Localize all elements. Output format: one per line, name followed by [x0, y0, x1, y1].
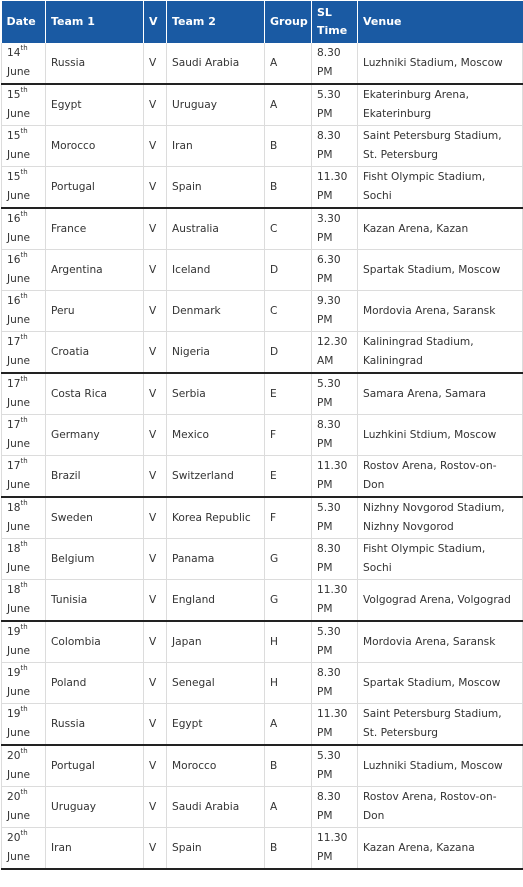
team1-cell: Morocco — [46, 126, 144, 167]
date-ordinal-suffix: th — [20, 788, 28, 797]
header-date: Date — [2, 1, 46, 43]
table-body — [2, 43, 523, 869]
table-row — [2, 704, 523, 746]
versus-cell: V — [144, 787, 167, 828]
date-month: June — [7, 769, 31, 781]
date-ordinal-suffix: th — [20, 127, 28, 136]
venue-cell: Kaliningrad Stadium, Kaliningrad — [358, 332, 523, 374]
venue-cell: Mordovia Arena, Saransk — [358, 621, 523, 663]
sl-time-cell: 8.30 PM — [312, 787, 358, 828]
date-ordinal-suffix: th — [20, 210, 28, 219]
date-day: 15 — [7, 130, 21, 142]
header-versus: V — [144, 1, 167, 43]
date-month: June — [7, 686, 31, 698]
team2-cell: Saudi Arabia — [167, 787, 265, 828]
table-row — [2, 415, 523, 456]
group-cell: E — [265, 456, 312, 498]
date-day: 16 — [7, 254, 21, 266]
group-cell: B — [265, 828, 312, 870]
date-day: 17 — [7, 419, 21, 431]
group-cell: D — [265, 332, 312, 374]
date-day: 19 — [7, 626, 21, 638]
sl-time-cell: 9.30 PM — [312, 291, 358, 332]
group-cell: B — [265, 745, 312, 787]
table-row — [2, 663, 523, 704]
venue-cell: Kazan Arena, Kazana — [358, 828, 523, 870]
date-cell — [2, 745, 46, 787]
team1-cell: Portugal — [46, 167, 144, 209]
date-ordinal-suffix: th — [20, 86, 28, 95]
team2-cell: Saudi Arabia — [167, 43, 265, 84]
date-cell — [2, 250, 46, 291]
versus-cell: V — [144, 167, 167, 209]
date-day: 15 — [7, 171, 21, 183]
table-header — [2, 1, 523, 43]
venue-cell: Kazan Arena, Kazan — [358, 208, 523, 250]
table-row — [2, 580, 523, 622]
team1-cell: Colombia — [46, 621, 144, 663]
team1-cell: Peru — [46, 291, 144, 332]
venue-cell: Volgograd Arena, Volgograd — [358, 580, 523, 622]
sl-time-cell: 8.30 PM — [312, 415, 358, 456]
date-month: June — [7, 851, 31, 863]
date-day: 14 — [7, 47, 21, 59]
date-day: 16 — [7, 213, 21, 225]
versus-cell: V — [144, 745, 167, 787]
venue-cell: Rostov Arena, Rostov-on-Don — [358, 456, 523, 498]
team2-cell: Senegal — [167, 663, 265, 704]
date-day: 17 — [7, 460, 21, 472]
header-sl-time: SL Time — [312, 1, 358, 43]
date-day: 16 — [7, 295, 21, 307]
team2-cell: Denmark — [167, 291, 265, 332]
versus-cell: V — [144, 373, 167, 415]
table-row — [2, 456, 523, 498]
sl-time-cell: 5.30 PM — [312, 621, 358, 663]
date-cell — [2, 373, 46, 415]
table-row — [2, 539, 523, 580]
group-cell: C — [265, 291, 312, 332]
date-day: 18 — [7, 502, 21, 514]
venue-cell: Saint Petersburg Stadium, St. Petersburg — [358, 704, 523, 746]
table-row — [2, 332, 523, 374]
header-team1: Team 1 — [46, 1, 144, 43]
date-ordinal-suffix: th — [20, 747, 28, 756]
venue-cell: Saint Petersburg Stadium, St. Petersburg — [358, 126, 523, 167]
date-cell — [2, 291, 46, 332]
date-ordinal-suffix: th — [20, 581, 28, 590]
group-cell: C — [265, 208, 312, 250]
sl-time-cell: 6.30 PM — [312, 250, 358, 291]
date-day: 19 — [7, 708, 21, 720]
date-cell — [2, 621, 46, 663]
sl-time-cell: 5.30 PM — [312, 497, 358, 539]
date-month: June — [7, 438, 31, 450]
date-month: June — [7, 479, 31, 491]
date-month: June — [7, 562, 31, 574]
versus-cell: V — [144, 663, 167, 704]
date-ordinal-suffix: th — [20, 168, 28, 177]
versus-cell: V — [144, 704, 167, 746]
venue-cell: Ekaterinburg Arena, Ekaterinburg — [358, 84, 523, 126]
table-row — [2, 497, 523, 539]
team2-cell: England — [167, 580, 265, 622]
team2-cell: Nigeria — [167, 332, 265, 374]
date-ordinal-suffix: th — [20, 292, 28, 301]
date-day: 17 — [7, 378, 21, 390]
sl-time-cell: 11.30 PM — [312, 828, 358, 870]
team2-cell: Japan — [167, 621, 265, 663]
venue-cell: Luzhniki Stadium, Moscow — [358, 745, 523, 787]
date-day: 20 — [7, 750, 21, 762]
team2-cell: Spain — [167, 828, 265, 870]
team2-cell: Panama — [167, 539, 265, 580]
table-row — [2, 84, 523, 126]
date-ordinal-suffix: th — [20, 829, 28, 838]
table-row — [2, 828, 523, 870]
venue-cell: Spartak Stadium, Moscow — [358, 250, 523, 291]
date-month: June — [7, 355, 31, 367]
venue-cell: Fisht Olympic Stadium, Sochi — [358, 539, 523, 580]
date-month: June — [7, 810, 31, 822]
team2-cell: Iran — [167, 126, 265, 167]
table-row — [2, 208, 523, 250]
date-cell — [2, 43, 46, 84]
versus-cell: V — [144, 828, 167, 870]
team1-cell: Egypt — [46, 84, 144, 126]
date-ordinal-suffix: th — [20, 44, 28, 53]
group-cell: A — [265, 84, 312, 126]
group-cell: F — [265, 497, 312, 539]
date-month: June — [7, 397, 31, 409]
date-month: June — [7, 521, 31, 533]
date-cell — [2, 663, 46, 704]
sl-time-cell: 11.30 PM — [312, 704, 358, 746]
versus-cell: V — [144, 456, 167, 498]
date-cell — [2, 415, 46, 456]
team2-cell: Uruguay — [167, 84, 265, 126]
team1-cell: Sweden — [46, 497, 144, 539]
group-cell: A — [265, 43, 312, 84]
date-day: 20 — [7, 832, 21, 844]
group-cell: A — [265, 787, 312, 828]
date-day: 15 — [7, 89, 21, 101]
team1-cell: Brazil — [46, 456, 144, 498]
team2-cell: Australia — [167, 208, 265, 250]
group-cell: D — [265, 250, 312, 291]
venue-cell: Nizhny Novgorod Stadium, Nizhny Novgorod — [358, 497, 523, 539]
date-month: June — [7, 273, 31, 285]
sl-time-cell: 12.30 AM — [312, 332, 358, 374]
versus-cell: V — [144, 539, 167, 580]
team1-cell: Uruguay — [46, 787, 144, 828]
team1-cell: Portugal — [46, 745, 144, 787]
header-team2: Team 2 — [167, 1, 265, 43]
versus-cell: V — [144, 415, 167, 456]
sl-time-cell: 8.30 PM — [312, 43, 358, 84]
date-cell — [2, 497, 46, 539]
date-ordinal-suffix: th — [20, 251, 28, 260]
team1-cell: Belgium — [46, 539, 144, 580]
sl-time-cell: 8.30 PM — [312, 539, 358, 580]
team2-cell: Iceland — [167, 250, 265, 291]
date-cell — [2, 84, 46, 126]
date-cell — [2, 332, 46, 374]
venue-cell: Luzhkini Stdium, Moscow — [358, 415, 523, 456]
date-cell — [2, 580, 46, 622]
date-cell — [2, 828, 46, 870]
sl-time-cell: 8.30 PM — [312, 126, 358, 167]
team2-cell: Mexico — [167, 415, 265, 456]
header-venue: Venue — [358, 1, 523, 43]
versus-cell: V — [144, 208, 167, 250]
venue-cell: Luzhniki Stadium, Moscow — [358, 43, 523, 84]
versus-cell: V — [144, 497, 167, 539]
sl-time-cell: 3.30 PM — [312, 208, 358, 250]
group-cell: H — [265, 621, 312, 663]
sl-time-cell: 5.30 PM — [312, 84, 358, 126]
date-cell — [2, 704, 46, 746]
date-month: June — [7, 190, 31, 202]
team1-cell: Germany — [46, 415, 144, 456]
team1-cell: Tunisia — [46, 580, 144, 622]
date-day: 19 — [7, 667, 21, 679]
date-month: June — [7, 66, 31, 78]
group-cell: A — [265, 704, 312, 746]
date-ordinal-suffix: th — [20, 457, 28, 466]
group-cell: G — [265, 580, 312, 622]
team2-cell: Korea Republic — [167, 497, 265, 539]
team2-cell: Serbia — [167, 373, 265, 415]
date-cell — [2, 167, 46, 209]
date-ordinal-suffix: th — [20, 375, 28, 384]
team1-cell: France — [46, 208, 144, 250]
team2-cell: Morocco — [167, 745, 265, 787]
group-cell: B — [265, 167, 312, 209]
versus-cell: V — [144, 332, 167, 374]
header-group: Group — [265, 1, 312, 43]
date-month: June — [7, 149, 31, 161]
table-row — [2, 291, 523, 332]
date-day: 20 — [7, 791, 21, 803]
date-cell — [2, 126, 46, 167]
versus-cell: V — [144, 250, 167, 291]
date-ordinal-suffix: th — [20, 416, 28, 425]
date-ordinal-suffix: th — [20, 705, 28, 714]
table-row — [2, 167, 523, 209]
date-cell — [2, 456, 46, 498]
date-day: 17 — [7, 336, 21, 348]
date-month: June — [7, 314, 31, 326]
sl-time-cell: 5.30 PM — [312, 373, 358, 415]
date-cell — [2, 208, 46, 250]
table-row — [2, 126, 523, 167]
versus-cell: V — [144, 43, 167, 84]
table-row — [2, 373, 523, 415]
team1-cell: Iran — [46, 828, 144, 870]
group-cell: H — [265, 663, 312, 704]
table-row — [2, 745, 523, 787]
sl-time-cell: 11.30 PM — [312, 167, 358, 209]
team1-cell: Croatia — [46, 332, 144, 374]
date-ordinal-suffix: th — [20, 333, 28, 342]
date-ordinal-suffix: th — [20, 499, 28, 508]
group-cell: F — [265, 415, 312, 456]
team1-cell: Russia — [46, 704, 144, 746]
team1-cell: Poland — [46, 663, 144, 704]
table-row — [2, 787, 523, 828]
team2-cell: Spain — [167, 167, 265, 209]
date-ordinal-suffix: th — [20, 623, 28, 632]
versus-cell: V — [144, 291, 167, 332]
group-cell: G — [265, 539, 312, 580]
team1-cell: Argentina — [46, 250, 144, 291]
date-cell — [2, 787, 46, 828]
match-schedule-table — [1, 1, 523, 870]
versus-cell: V — [144, 621, 167, 663]
date-month: June — [7, 232, 31, 244]
sl-time-cell: 8.30 PM — [312, 663, 358, 704]
venue-cell: Spartak Stadium, Moscow — [358, 663, 523, 704]
versus-cell: V — [144, 126, 167, 167]
team1-cell: Russia — [46, 43, 144, 84]
team2-cell: Egypt — [167, 704, 265, 746]
group-cell: E — [265, 373, 312, 415]
venue-cell: Mordovia Arena, Saransk — [358, 291, 523, 332]
versus-cell: V — [144, 580, 167, 622]
date-month: June — [7, 727, 31, 739]
date-month: June — [7, 108, 31, 120]
sl-time-cell: 11.30 PM — [312, 456, 358, 498]
sl-time-cell: 5.30 PM — [312, 745, 358, 787]
group-cell: B — [265, 126, 312, 167]
sl-time-cell: 11.30 PM — [312, 580, 358, 622]
table-row — [2, 250, 523, 291]
date-ordinal-suffix: th — [20, 540, 28, 549]
table-row — [2, 621, 523, 663]
date-cell — [2, 539, 46, 580]
date-ordinal-suffix: th — [20, 664, 28, 673]
date-day: 18 — [7, 543, 21, 555]
venue-cell: Rostov Arena, Rostov-on-Don — [358, 787, 523, 828]
team2-cell: Switzerland — [167, 456, 265, 498]
table-row — [2, 43, 523, 84]
date-month: June — [7, 603, 31, 615]
venue-cell: Fisht Olympic Stadium, Sochi — [358, 167, 523, 209]
date-month: June — [7, 645, 31, 657]
date-day: 18 — [7, 584, 21, 596]
venue-cell: Samara Arena, Samara — [358, 373, 523, 415]
versus-cell: V — [144, 84, 167, 126]
team1-cell: Costa Rica — [46, 373, 144, 415]
